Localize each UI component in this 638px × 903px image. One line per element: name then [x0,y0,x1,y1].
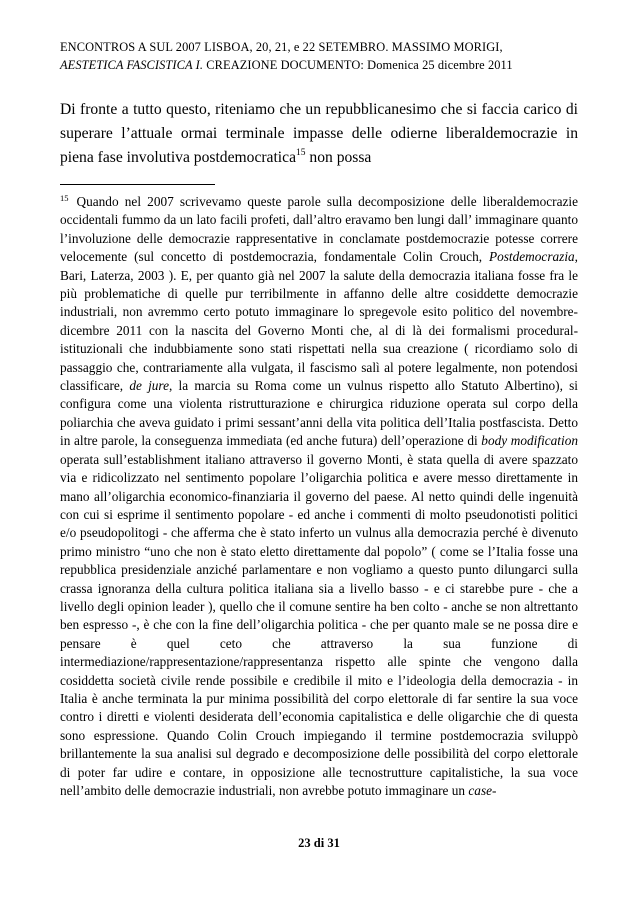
header-line-1: ENCONTROS A SUL 2007 LISBOA, 20, 21, e 22 SETEMBRO. MASSIMO MORIGI, [60,40,503,54]
footnote-text-1: Quando nel 2007 scrivevamo queste parole sulla decomposizione delle liberaldemocrazie occidentali fummo da un lato facili profeti, dall’altro eravamo ben lungi dall’ immaginare quanto l’involuzione delle democrazie rappresentative in conclamate postdemocrazie potesse correre velocemente (sul concetto di postdemocrazia, fondamentale Colin Crouch, [60,194,578,265]
footnote-text-3: , la marcia su Roma come un vulnus rispetto allo Statuto Albertino), si configura come una violenta ristrutturazione e chirurgica riduzione operata sul corpo della poliarchia che aveva guidato i primi sessant’anni della vita politica dell’Italia postfascista. Detto in altre parole, la conseguenza immediata (ed anche futura) dell’operazione di [60,378,578,449]
footnote-body-modification: body modification [481,433,578,449]
footnote-de-jure: de jure [129,378,170,394]
footnote-text-4: operata sull’establishment italiano attraverso il governo Monti, è stata quella di avere spazzato via e ridicolizzato nel sentimento popolare l’oligarchia politica e avere messo direttamente in mano all’oligarchia economico-finanziaria il governo del paese. Al netto quindi delle ingenuità con cui si esprime il sentimento popolare - ed anche i commenti di molto pseudonotisti politici e/o pseudopolitogi - che afferma che è stato inferto un vulnus alla democrazia perché è divenuto primo ministro “uno che non è stato eletto direttamente dal popolo” ( come se l’Italia fosse una repubblica presidenziale anziché parlamentare e non vogliamo a questo punto dilungarci sulla crassa ignoranza della cultura politica italiana sia a livello basso - e ci starebbe pure - che a livello degli opinion leader ), quello che il comune sentire ha ben colto - anche se non altrettanto ben espresso -, è che con la fine dell’oligarchia politica - che per quanto male se ne possa dire e pensare è quel ceto che attraverso la sua funzione di intermediazione/rappresentazione/rappresentanza rispetto alle spinte che vengono dalla cosiddetta società civile rende possibile e credibile il mito e l’ideologia della democrazia - in Italia è anche terminata la pur minima possibilità del corpo elettorale di far sentire la sua voce contro i diretti e violenti desiderata dell’economia capitalistica e delle oligarchie che di questa sono espressione. Quando Colin Crouch impiegando il termine postdemocrazia sviluppò brillantemente la sua analisi sul degrado e decomposizione delle possibilità del corpo elettorale di poter far udire e contare, in opposizione alle tecnostrutture capitalistiche, la sua voce nell’ambito delle democrazie industriali, non avrebbe potuto immaginare un [60,451,578,798]
footnote-case-word: case- [468,783,497,798]
main-text-end: non possa [305,149,372,167]
header-line-2 [60,56,580,74]
main-text-start: Di fronte a tutto questo, riteniamo che un repubblicanesimo che si faccia carico di superare l’attuale ormai terminale impasse delle odierne liberaldemocrazie in piena fase involutiva postdemocratica [60,101,578,167]
main-paragraph [60,98,578,171]
page-number: 23 di 31 [298,836,340,850]
footnote-15 [60,193,578,800]
footnote-text-2: , Bari, Laterza, 2003 ). E, per quanto già nel 2007 la salute della democrazia italiana fosse fra le più problematiche di quelle pur terribilmente in affanno delle altre cosiddette democrazie industriali, non avremmo certo potuto immaginare lo spregevole esito politico del novembre-dicembre 2011 con la nascita del Governo Monti che, al di là dei formalismi procedural-istituzionali che indubbiamente sono stati rispettati nella sua creazione ( ricordiamo solo di passaggio che, contrariamente alla vulgata, il fascismo salì al potere legalmente, non potendosi classificare, [60,249,578,394]
footnote-reference[interactable]: 15 [296,148,306,159]
footnote-book-title: Postdemocrazia [488,249,575,265]
page-header [60,38,580,74]
footnote-number: 15 [60,193,69,203]
header-creation-date: CREAZIONE DOCUMENTO: Domenica 25 dicembre 2011 [203,58,513,72]
footnote-separator [60,184,215,185]
header-work-title: AESTETICA FASCISTICA I. [60,58,204,72]
